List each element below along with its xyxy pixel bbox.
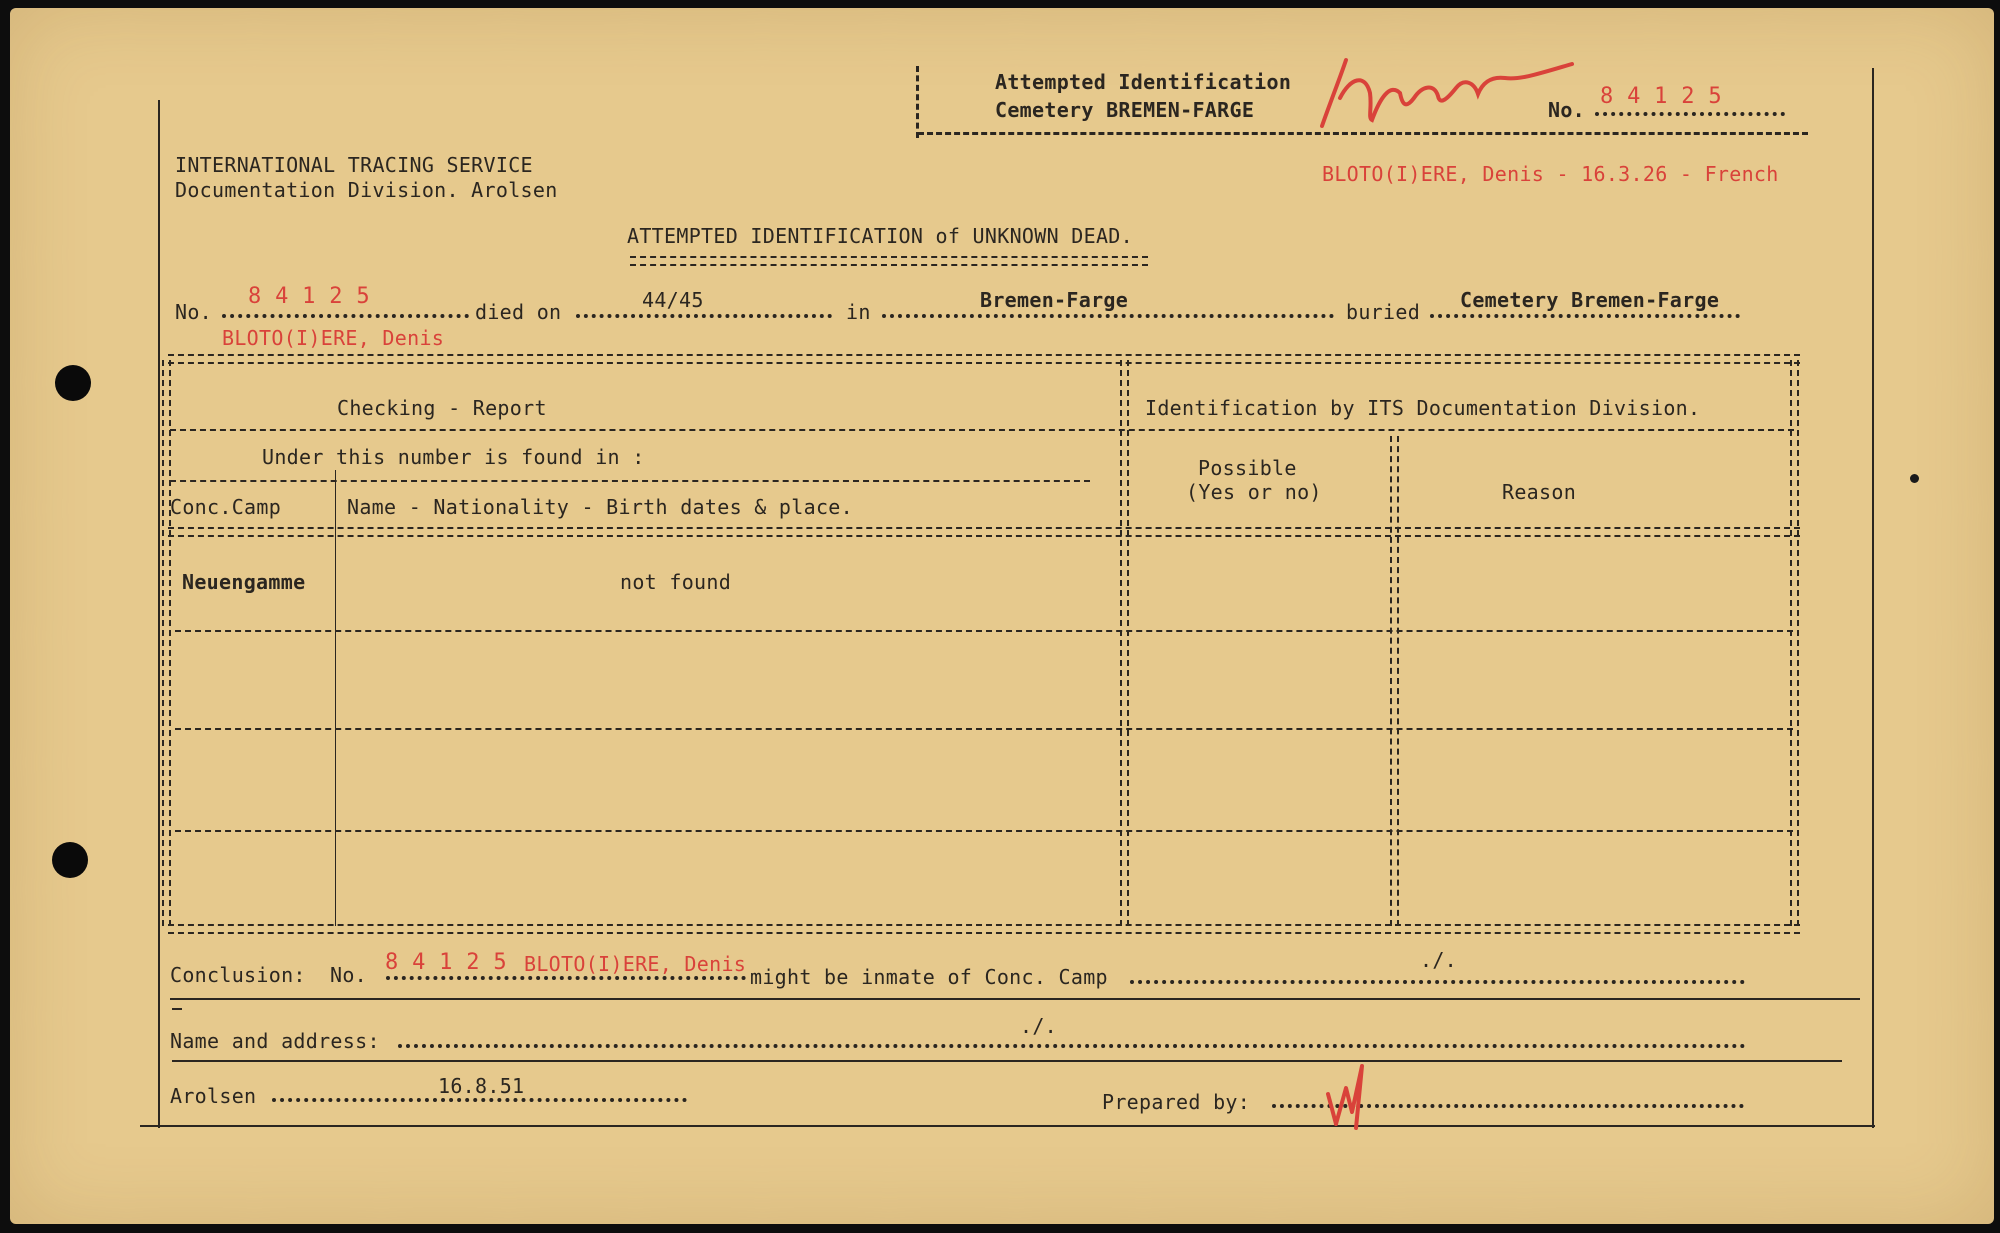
conclusion-label: Conclusion: — [170, 963, 306, 987]
table-middle-divider — [1120, 360, 1129, 926]
name-address-rule — [172, 1060, 1842, 1062]
header-box-left — [916, 66, 919, 138]
table-top-border — [168, 354, 1800, 364]
conclusion-no-label: No. — [330, 963, 368, 987]
punch-hole-top — [55, 365, 91, 401]
col-possible-header-2: (Yes or no) — [1186, 480, 1322, 504]
table-possible-divider — [1390, 436, 1399, 926]
died-dots — [576, 314, 832, 318]
handwritten-note — [1310, 48, 1580, 138]
title-underline — [630, 256, 1148, 266]
ink-dot — [1910, 474, 1919, 483]
document-title: ATTEMPTED IDENTIFICATION of UNKNOWN DEAD. — [627, 224, 1133, 248]
conclusion-rule — [170, 998, 1860, 1000]
header-line-2: Cemetery BREMEN-FARGE — [995, 98, 1255, 122]
record-no-value: 8 4 1 2 5 — [248, 284, 370, 309]
under-number-rule — [170, 480, 1090, 482]
conclusion-value: ./. — [1420, 948, 1458, 972]
table-left-border — [162, 360, 171, 926]
in-value: Bremen-Farge — [980, 288, 1129, 312]
table-heading-rule — [170, 429, 1794, 431]
col-reason-header: Reason — [1502, 480, 1577, 504]
header-no-label: No. — [1548, 98, 1586, 122]
identification-heading: Identification by ITS Documentation Division. — [1145, 396, 1701, 420]
checking-report-heading: Checking - Report — [337, 396, 547, 420]
conclusion-red-name: BLOTO(I)ERE, Denis — [524, 952, 747, 976]
name-address-label: Name and address: — [170, 1029, 380, 1053]
buried-label: buried — [1346, 300, 1421, 324]
row-1-name: not found — [620, 570, 732, 594]
table-right-border — [1790, 360, 1799, 926]
died-value: 44/45 — [642, 288, 704, 312]
name-address-value: ./. — [1020, 1014, 1058, 1038]
prepared-by-label: Prepared by: — [1102, 1090, 1251, 1114]
record-red-name: BLOTO(I)ERE, Denis — [222, 326, 445, 350]
row-2-rule — [175, 728, 1793, 730]
footer-date-dots — [272, 1098, 687, 1102]
punch-hole-bottom — [52, 842, 88, 878]
margin-dash — [172, 1008, 182, 1010]
index-card — [10, 8, 1994, 1224]
in-label: in — [846, 300, 871, 324]
frame-left — [158, 100, 160, 1128]
frame-bottom — [140, 1125, 1875, 1127]
name-address-dots — [398, 1044, 1746, 1048]
under-number-heading: Under this number is found in : — [262, 445, 645, 469]
col-name-header: Name - Nationality - Birth dates & place. — [347, 495, 853, 519]
buried-dots — [1430, 314, 1740, 318]
header-line-1: Attempted Identification — [995, 70, 1292, 94]
died-label: died on — [475, 300, 562, 324]
row-1-camp: Neuengamme — [182, 570, 306, 594]
in-dots — [882, 314, 1334, 318]
person-heading: BLOTO(I)ERE, Denis - 16.3.26 - French — [1322, 162, 1779, 186]
header-no-value: 8 4 1 2 5 — [1600, 84, 1722, 109]
org-line-1: INTERNATIONAL TRACING SERVICE — [175, 153, 533, 177]
frame-right — [1872, 68, 1874, 1128]
row-3-rule — [175, 830, 1793, 832]
footer-place: Arolsen — [170, 1084, 257, 1108]
header-row-border — [168, 527, 1800, 537]
record-no-label: No. — [175, 300, 213, 324]
record-no-dots — [222, 314, 469, 318]
header-no-dots — [1595, 112, 1785, 116]
preparer-initials — [1322, 1054, 1382, 1134]
buried-value: Cemetery Bremen-Farge — [1460, 288, 1720, 312]
table-camp-divider — [335, 470, 336, 926]
conclusion-no-value: 8 4 1 2 5 — [385, 950, 507, 975]
col-camp-header: Conc.Camp — [170, 495, 282, 519]
row-1-rule — [175, 630, 1793, 632]
conclusion-dots — [1130, 980, 1745, 984]
footer-date: 16.8.51 — [438, 1074, 525, 1098]
conclusion-no-dots — [386, 976, 746, 980]
table-bottom-border — [168, 924, 1800, 934]
conclusion-text: might be inmate of Conc. Camp — [750, 965, 1108, 989]
org-line-2: Documentation Division. Arolsen — [175, 178, 558, 202]
col-possible-header-1: Possible — [1198, 456, 1297, 480]
